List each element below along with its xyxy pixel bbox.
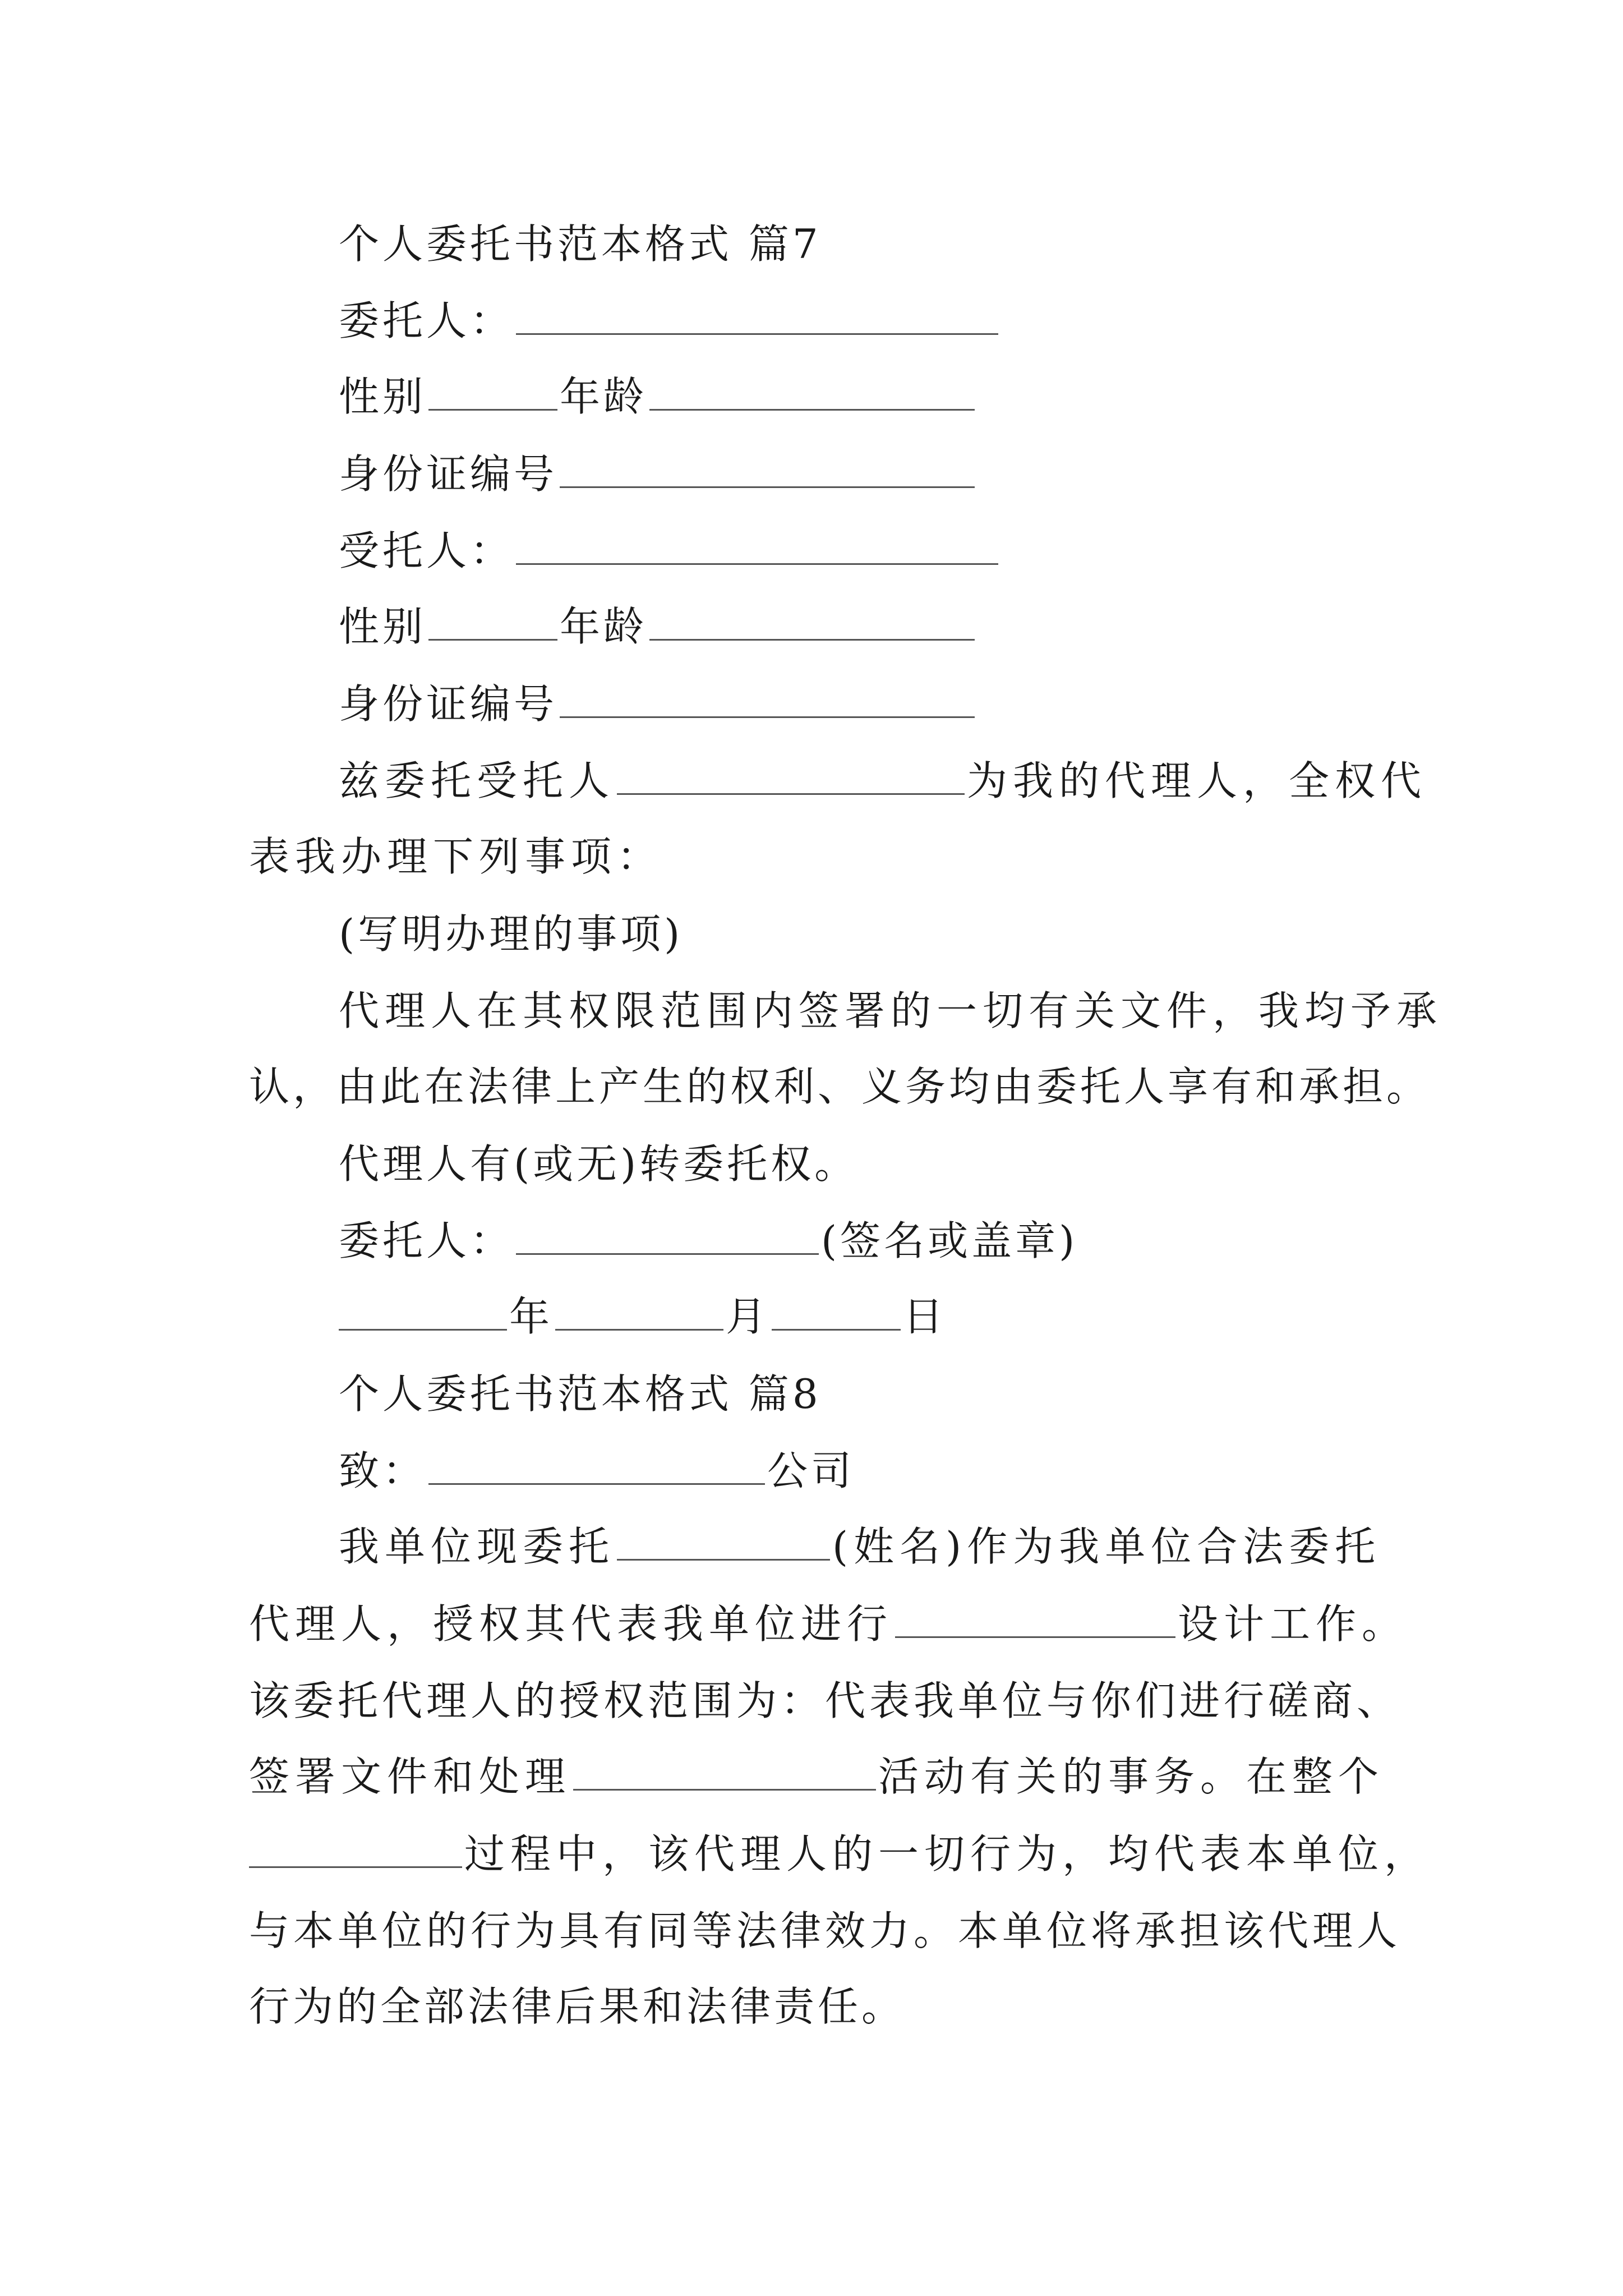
section-8-line-3	[249, 1673, 1623, 1729]
section-7-title	[339, 216, 1623, 272]
accept-text-b: 认，由此在法律上产生的权利、义务均由委托人享有和承担。	[249, 1063, 1431, 1110]
accept-text-a: 代理人在其权限范围内签署的一切有关文件，我均予承	[339, 987, 1443, 1034]
principal-id-blank[interactable]	[560, 450, 975, 488]
authorize-line-2	[249, 829, 1623, 885]
agent-blank[interactable]	[516, 527, 998, 565]
agent-age-label: 年龄	[560, 603, 648, 650]
section-8-title	[339, 1366, 1623, 1422]
activity-blank[interactable]	[573, 1753, 876, 1791]
date-line	[339, 1289, 1623, 1345]
authorize-text-c: 表我办理下列事项：	[249, 833, 663, 880]
section-8-text-1a: 我单位现委托	[339, 1523, 615, 1570]
section-8-line-2	[249, 1596, 1623, 1652]
recipient-line	[339, 1443, 1623, 1499]
section-7-title-text: 个人委托书范本格式 篇7	[339, 220, 822, 268]
agent-id-blank[interactable]	[560, 680, 975, 718]
principal-gender-label: 性别	[339, 373, 427, 420]
agent-line	[339, 523, 1623, 579]
principal-id-label: 身份证编号	[339, 450, 558, 498]
authorize-text-a: 兹委托受托人	[339, 757, 615, 804]
company-blank[interactable]	[428, 1447, 765, 1485]
section-8-line-4	[249, 1749, 1623, 1805]
year-blank[interactable]	[339, 1293, 507, 1331]
principal-gender-age-line	[339, 369, 1623, 425]
principal-line	[339, 293, 1623, 349]
year-label: 年	[509, 1293, 554, 1340]
process-blank[interactable]	[249, 1830, 462, 1868]
signature-label: 委托人：	[339, 1217, 514, 1264]
authorize-agent-blank[interactable]	[617, 757, 965, 795]
agent-gender-label: 性别	[339, 603, 427, 650]
section-8-line-6	[249, 1903, 1623, 1959]
principal-label: 委托人：	[339, 297, 514, 344]
day-label: 日	[903, 1293, 947, 1340]
matter-line	[339, 906, 1623, 962]
section-8-text-3: 该委托代理人的授权范围为：代表我单位与你们进行磋商、	[249, 1677, 1401, 1724]
agent-id-line	[339, 676, 1623, 732]
section-8-text-6: 与本单位的行为具有同等法律效力。本单位将承担该代理人	[249, 1907, 1401, 1954]
month-label: 月	[726, 1293, 770, 1340]
name-blank[interactable]	[617, 1523, 830, 1561]
section-8-text-7: 行为的全部法律后果和法律责任。	[249, 1983, 906, 2030]
agent-age-blank[interactable]	[649, 603, 975, 641]
principal-age-blank[interactable]	[649, 373, 975, 411]
transfer-text: 代理人有(或无)转委托权。	[339, 1140, 859, 1188]
principal-age-label: 年龄	[560, 373, 648, 420]
principal-id-line	[339, 446, 1623, 502]
agent-label: 受托人：	[339, 527, 514, 574]
day-blank[interactable]	[772, 1293, 901, 1331]
section-8-text-1b: (姓名)作为我单位合法委托	[832, 1523, 1381, 1570]
section-8-title-text: 个人委托书范本格式 篇8	[339, 1370, 822, 1418]
section-8-line-5	[249, 1826, 1623, 1882]
section-8-line-1	[339, 1519, 1623, 1575]
signature-suffix: (签名或盖章)	[821, 1217, 1078, 1264]
accept-line-2	[249, 1059, 1623, 1115]
authorize-line-1	[339, 753, 1623, 809]
agent-id-label: 身份证编号	[339, 680, 558, 728]
section-8-line-7	[249, 1978, 1623, 2035]
section-8-text-5b: 过程中，该代理人的一切行为，均代表本单位，	[464, 1830, 1431, 1878]
section-8-text-2a: 代理人，授权其代表我单位进行	[249, 1600, 893, 1648]
section-8-text-4b: 活动有关的事务。在整个	[878, 1753, 1385, 1800]
agent-gender-age-line	[339, 599, 1623, 655]
transfer-line	[339, 1136, 1623, 1192]
matter-text: (写明办理的事项)	[339, 910, 684, 958]
accept-line-1	[339, 983, 1623, 1039]
signature-line	[339, 1213, 1623, 1269]
recipient-label: 致：	[339, 1447, 427, 1494]
principal-gender-blank[interactable]	[428, 373, 557, 411]
signature-blank[interactable]	[516, 1217, 819, 1255]
principal-blank[interactable]	[516, 297, 998, 335]
section-8-text-2b: 设计工作。	[1178, 1600, 1408, 1648]
section-8-text-4a: 签署文件和处理	[249, 1753, 571, 1800]
month-blank[interactable]	[555, 1293, 723, 1331]
agent-gender-blank[interactable]	[428, 603, 557, 641]
company-suffix: 公司	[767, 1447, 855, 1494]
authorize-text-b: 为我的代理人，全权代	[967, 757, 1427, 804]
design-project-blank[interactable]	[895, 1600, 1175, 1638]
